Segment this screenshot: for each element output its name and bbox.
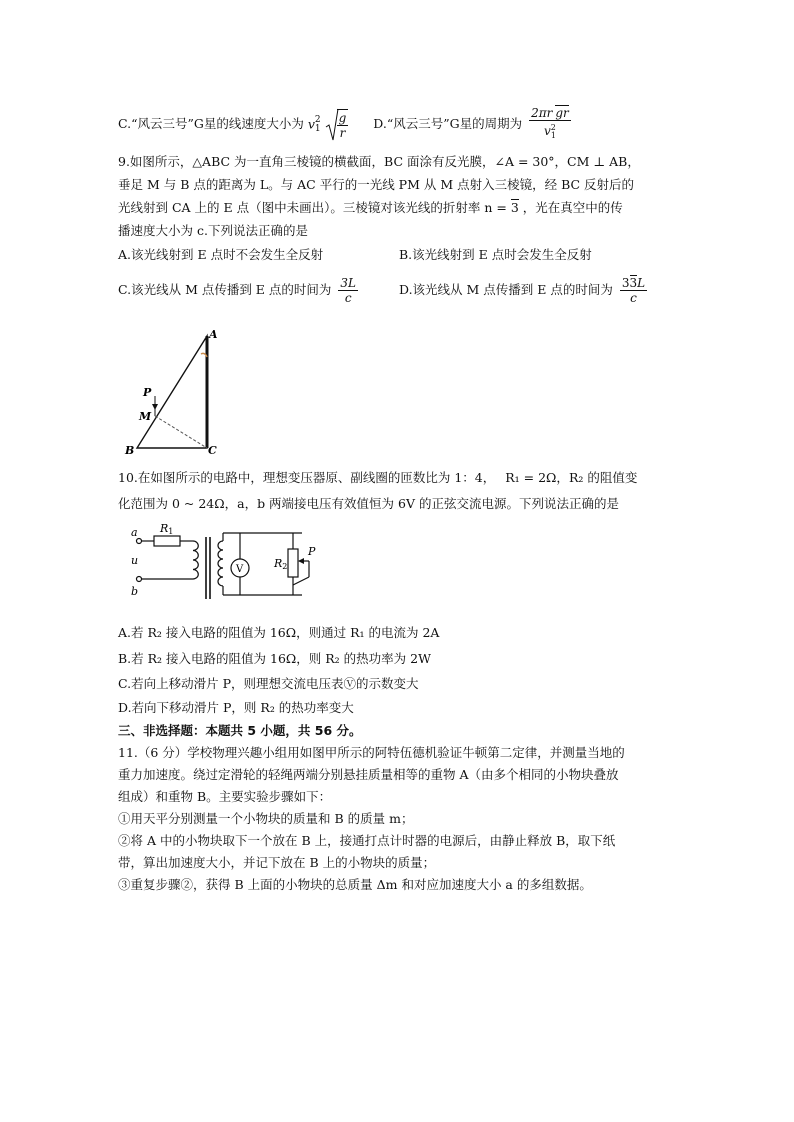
q10-circuit-figure [127,519,337,607]
q9-option-c: C.该光线从 M 点传播到 E 点的时间为 $\frac{3L}{c}$ [118,276,357,305]
q9-fig-label-c: C [208,444,217,457]
q9-option-b: B.该光线射到 E 点时会发生全反射 [399,247,592,262]
q9-option-a: A.该光线射到 E 点时不会发生全反射 [118,247,324,262]
q9-fig-label-m: M [139,410,152,423]
q9-line-2: 垂足 M 与 B 点的距离为 L。与 AC 平行的一光线 PM 从 M 点射入三棱镜，经 BC 反射后的 [118,177,635,192]
q9-fig-label-p: P [143,386,152,399]
q10-line-2: 化范围为 0 ~ 24Ω，a，b 两端接电压有效值恒为 6V 的正弦交流电源。下列说法正确的是 [118,496,619,511]
q10-line-1: 10.在如图所示的电路中，理想变压器原、副线圈的匝数比为 1：4， R₁ = 2Ω，R₂ 的阻值变 [118,470,638,485]
q10-fig-voltmeter-label: V [236,564,244,575]
q8-option-c-text: C.“风云三号”G星的线速度大小为 [118,116,304,132]
q9-prism-figure [115,328,225,458]
q9-fig-label-a: A [209,328,218,341]
q11-step-3: ③重复步骤②，获得 B 上面的小物块的总质量 Δm 和对应加速度大小 a 的多组数据。 [118,877,592,892]
section-3-heading: 三、非选择题：本题共 5 小题，共 56 分。 [118,723,362,738]
q9-option-d-fraction: $\frac{33L}{c}$ [621,276,646,305]
q11-step-1: ①用天平分别测量一个小物块的质量和 B 的质量 m； [118,811,414,826]
q11-step-2b: 带，算出加速度大小，并记下放在 B 上的小物块的质量； [118,855,436,870]
q9-option-d: D.该光线从 M 点传播到 E 点的时间为 $\frac{33L}{c}$ [399,276,646,305]
q9-line-4: 播速度大小为 c.下列说法正确的是 [118,223,308,238]
q10-option-d: D.若向下移动滑片 P，则 R₂ 的热功率变大 [118,700,354,715]
q10-fig-label-r2: R2 [274,557,288,571]
q11-step-2a: ②将 A 中的小物块取下一个放在 B 上，接通打点计时器的电源后，由静止释放 B，取下纸 [118,833,616,848]
q10-fig-label-r1: R1 [160,522,174,536]
q9-line-3: 光线射到 CA 上的 E 点（图中未画出）。三棱镜对该光线的折射率 n = 3 ，光在真空中的传 [118,200,623,215]
q10-fig-label-u: u [131,554,139,567]
q10-option-c: C.若向上移动滑片 P，则理想交流电压表Ⓥ的示数变大 [118,676,419,691]
q8-option-d-formula: $\frac{\text{2πr gr}}{v^2_1}$ [531,106,569,141]
q11-line-1: 11.（6 分）学校物理兴趣小组用如图甲所示的阿特伍德机验证牛顿第二定律，并测量当地的 [118,745,625,760]
q10-fig-label-a: a [131,526,138,539]
q8-option-c-formula: v 2 1 $\frac{g}{r}$ [308,107,351,143]
q11-line-3: 组成）和重物 B。主要实验步骤如下： [118,789,332,804]
q9-sqrt3: 3 [510,200,519,215]
q9-fig-label-b: B [125,444,135,457]
q8-options [118,106,574,143]
q10-fig-label-b: b [131,585,139,598]
q9-line-1: 9.如图所示，△ABC 为一直角三棱镜的横截面，BC 面涂有反光膜，∠A = 30°，CM ⊥ AB， [118,154,640,169]
q11-line-2: 重力加速度。绕过定滑轮的轻绳两端分别悬挂质量相等的重物 A（由多个相同的小物块叠放 [118,767,619,782]
q10-option-a: A.若 R₂ 接入电路的阻值为 16Ω，则通过 R₁ 的电流为 2A [118,625,440,640]
q9-option-c-fraction: $\frac{3L}{c}$ [340,276,357,305]
q10-fig-label-p: P [308,545,316,558]
q10-option-b: B.若 R₂ 接入电路的阻值为 16Ω，则 R₂ 的热功率为 2W [118,651,431,666]
q8-option-d-text: D.“风云三号”G星的周期为 [373,116,523,132]
